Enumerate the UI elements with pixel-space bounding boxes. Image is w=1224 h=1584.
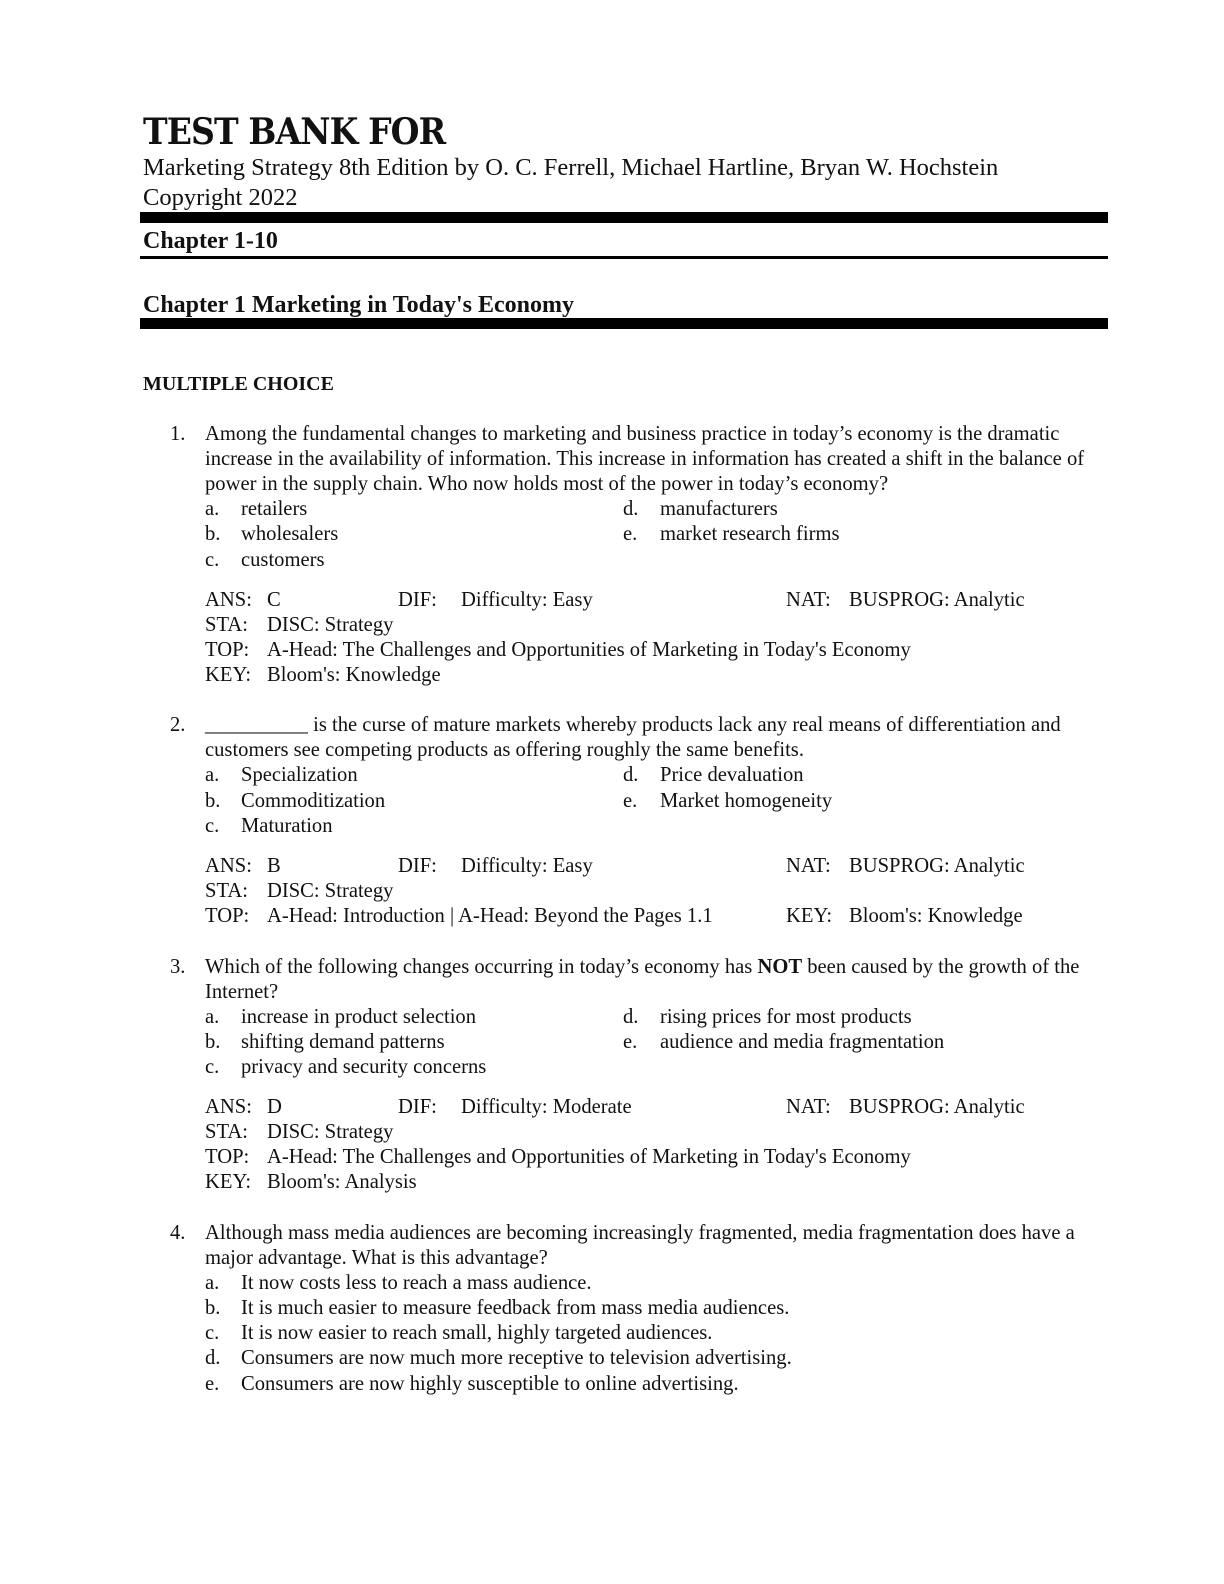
dif-label: DIF:: [398, 589, 437, 611]
option-text: It now costs less to reach a mass audience.: [241, 1272, 592, 1294]
option-letter: e.: [623, 790, 638, 812]
option-letter: d.: [623, 498, 639, 520]
option-text: increase in product selection: [241, 1006, 477, 1028]
dif-label: DIF:: [398, 855, 437, 877]
option-text: It is much easier to measure feedback from mass media audiences.: [241, 1297, 790, 1319]
stem-emphasis: NOT: [757, 956, 803, 978]
option-letter: d.: [623, 764, 639, 786]
option-letter: b.: [205, 1297, 221, 1319]
option-text: customers: [241, 549, 325, 571]
option-letter: a.: [205, 764, 220, 786]
option-letter: e.: [623, 1031, 638, 1053]
option-letter: c.: [205, 1056, 220, 1078]
option-text: Maturation: [241, 815, 333, 837]
option-text: Commoditization: [241, 790, 386, 812]
sta-value: DISC: Strategy: [267, 1121, 394, 1143]
ans-label: ANS:: [205, 1096, 252, 1118]
option-letter: a.: [205, 1006, 220, 1028]
option-text: retailers: [241, 498, 308, 520]
ans-value: D: [267, 1096, 282, 1118]
top-label: TOP:: [205, 1146, 250, 1168]
option-text: audience and media fragmentation: [660, 1031, 945, 1053]
option-letter: e.: [205, 1373, 220, 1395]
key-value: Bloom's: Knowledge: [849, 905, 1023, 927]
question-number: 2.: [170, 714, 186, 736]
book-title-line: Marketing Strategy 8th Edition by O. C. Ferrell, Michael Hartline, Bryan W. Hochstein: [143, 154, 999, 181]
question-number: 4.: [170, 1222, 186, 1244]
key-label: KEY:: [205, 1171, 252, 1193]
nat-value: BUSPROG: Analytic: [849, 589, 1025, 611]
sta-label: STA:: [205, 880, 248, 902]
option-text: Market homogeneity: [660, 790, 833, 812]
dif-label: DIF:: [398, 1096, 437, 1118]
document-title: TEST BANK FOR: [143, 111, 446, 153]
key-label: KEY:: [205, 664, 252, 686]
chapter-title-rule: [140, 318, 1108, 329]
nat-label: NAT:: [786, 589, 831, 611]
option-letter: c.: [205, 815, 220, 837]
ans-value: C: [267, 589, 281, 611]
option-text: Consumers are now highly susceptible to online advertising.: [241, 1373, 739, 1395]
dif-value: Difficulty: Moderate: [461, 1096, 632, 1118]
top-label: TOP:: [205, 639, 250, 661]
key-label: KEY:: [786, 905, 833, 927]
top-label: TOP:: [205, 905, 250, 927]
sta-label: STA:: [205, 1121, 248, 1143]
option-letter: d.: [205, 1347, 221, 1369]
option-letter: d.: [623, 1006, 639, 1028]
question-stem: Among the fundamental changes to marketing and business practice in today’s economy is the dramatic increase in the availability of information. This increase in information has created a shift in the balance of power in the supply chain. Who now holds most of the power in today’s economy?: [205, 423, 1085, 495]
chapter-title: Chapter 1 Marketing in Today's Economy: [143, 292, 574, 318]
option-letter: b.: [205, 790, 221, 812]
nat-value: BUSPROG: Analytic: [849, 1096, 1025, 1118]
dif-value: Difficulty: Easy: [461, 855, 593, 877]
question-number: 3.: [170, 956, 186, 978]
stem-text: been caused by the growth of the Internet?: [205, 956, 1080, 1003]
option-text: Specialization: [241, 764, 358, 786]
key-value: Bloom's: Knowledge: [267, 664, 441, 686]
option-letter: b.: [205, 1031, 221, 1053]
option-text: Consumers are now much more receptive to television advertising.: [241, 1347, 792, 1369]
nat-value: BUSPROG: Analytic: [849, 855, 1025, 877]
question-stem: __________ is the curse of mature markets whereby products lack any real means of differentiation and customers see competing products as offering roughly the same benefits.: [205, 714, 1061, 761]
option-text: rising prices for most products: [660, 1006, 912, 1028]
option-letter: a.: [205, 1272, 220, 1294]
ans-value: B: [267, 855, 281, 877]
option-letter: c.: [205, 1322, 220, 1344]
question-stem: Although mass media audiences are becoming increasingly fragmented, media fragmentation does have a major advantage. What is this advantage?: [205, 1222, 1075, 1269]
key-value: Bloom's: Analysis: [267, 1171, 417, 1193]
copyright-line: Copyright 2022: [143, 184, 298, 211]
option-text: privacy and security concerns: [241, 1056, 487, 1078]
option-letter: c.: [205, 549, 220, 571]
question-stem: [205, 955, 1105, 1005]
ans-label: ANS:: [205, 855, 252, 877]
nat-label: NAT:: [786, 855, 831, 877]
header-rule-thick: [140, 212, 1108, 223]
top-value: A-Head: Introduction | A-Head: Beyond the Pages 1.1: [267, 905, 713, 927]
chapter-range-rule: [140, 256, 1108, 259]
stem-text: Which of the following changes occurring in today’s economy has: [205, 956, 758, 978]
option-text: wholesalers: [241, 523, 339, 545]
question-number: 1.: [170, 423, 186, 445]
sta-value: DISC: Strategy: [267, 614, 394, 636]
option-text: shifting demand patterns: [241, 1031, 445, 1053]
option-letter: a.: [205, 498, 220, 520]
option-letter: b.: [205, 523, 221, 545]
option-text: manufacturers: [660, 498, 778, 520]
option-text: market research firms: [660, 523, 840, 545]
chapter-range: Chapter 1-10: [143, 228, 278, 254]
sta-value: DISC: Strategy: [267, 880, 394, 902]
option-letter: e.: [623, 523, 638, 545]
nat-label: NAT:: [786, 1096, 831, 1118]
top-value: A-Head: The Challenges and Opportunities of Marketing in Today's Economy: [267, 639, 911, 661]
option-text: Price devaluation: [660, 764, 804, 786]
sta-label: STA:: [205, 614, 248, 636]
ans-label: ANS:: [205, 589, 252, 611]
dif-value: Difficulty: Easy: [461, 589, 593, 611]
section-heading: MULTIPLE CHOICE: [143, 373, 334, 395]
top-value: A-Head: The Challenges and Opportunities of Marketing in Today's Economy: [267, 1146, 911, 1168]
option-text: It is now easier to reach small, highly targeted audiences.: [241, 1322, 713, 1344]
